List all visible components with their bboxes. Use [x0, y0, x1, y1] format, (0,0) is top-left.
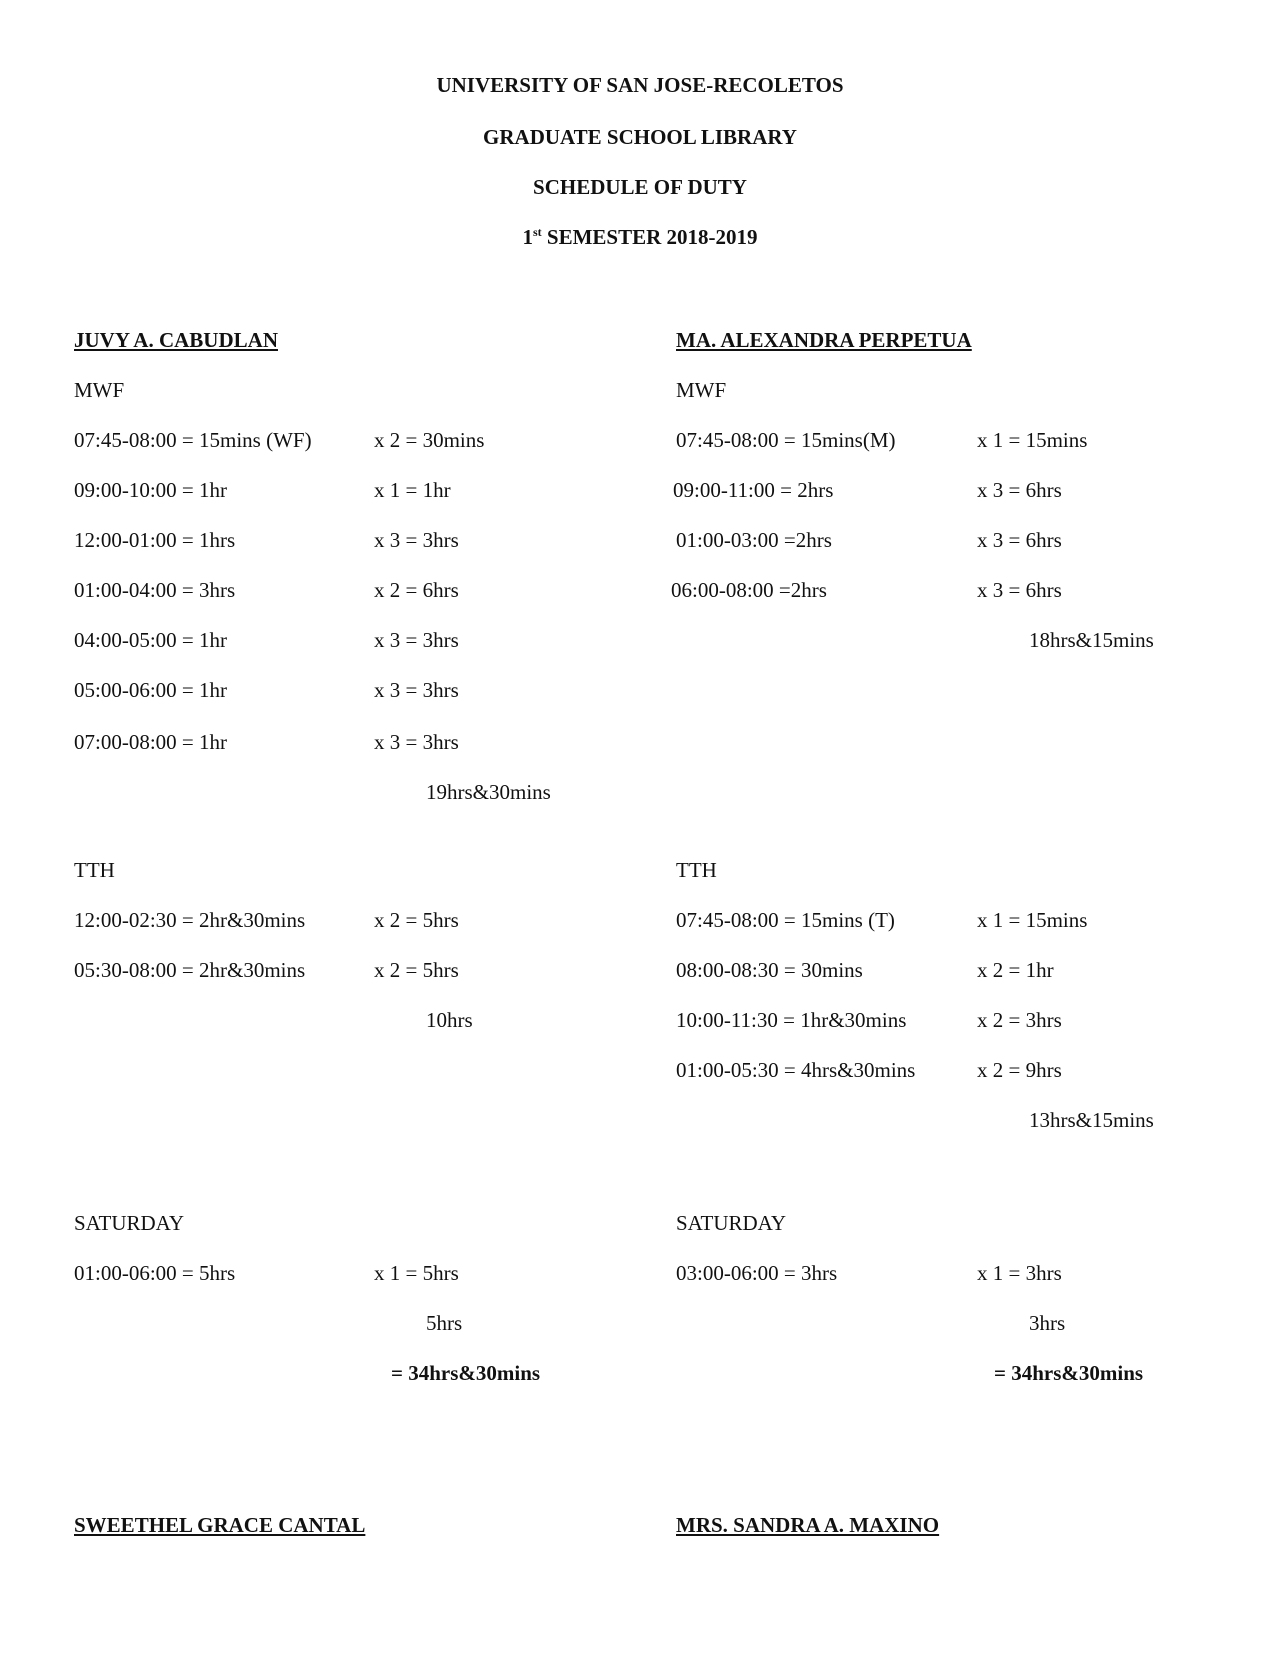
- staff-name-footer-right: MRS. SANDRA A. MAXINO: [676, 1513, 940, 1537]
- schedule-calc: x 3 = 3hrs: [374, 628, 459, 652]
- staff-name-footer-left: SWEETHEL GRACE CANTAL: [74, 1513, 366, 1537]
- schedule-calc: x 2 = 9hrs: [977, 1058, 1062, 1082]
- schedule-calc: x 3 = 3hrs: [374, 528, 459, 552]
- saturday-subtotal-right: 3hrs: [1029, 1311, 1066, 1335]
- semester-title: [0, 225, 1280, 250]
- mwf-subtotal-left: 19hrs&30mins: [426, 780, 551, 804]
- schedule-calc: x 2 = 6hrs: [374, 578, 459, 602]
- schedule-time: 10:00-11:30 = 1hr&30mins: [676, 1008, 907, 1032]
- saturday-label-left: SATURDAY: [74, 1211, 185, 1235]
- schedule-time: 01:00-03:00 =2hrs: [676, 528, 832, 552]
- schedule-calc: x 2 = 1hr: [977, 958, 1054, 982]
- schedule-calc: x 1 = 1hr: [374, 478, 451, 502]
- mwf-label-right: MWF: [676, 378, 727, 402]
- mwf-label-left: MWF: [74, 378, 125, 402]
- schedule-time: 03:00-06:00 = 3hrs: [676, 1261, 838, 1285]
- grand-total-right: = 34hrs&30mins: [994, 1361, 1144, 1385]
- schedule-title: SCHEDULE OF DUTY: [533, 175, 747, 199]
- schedule-calc: x 1 = 5hrs: [374, 1261, 459, 1285]
- schedule-time: 07:45-08:00 = 15mins(M): [676, 428, 896, 452]
- schedule-calc: x 3 = 6hrs: [977, 478, 1062, 502]
- saturday-label-right: SATURDAY: [676, 1211, 787, 1235]
- schedule-calc: x 3 = 3hrs: [374, 678, 459, 702]
- schedule-time: 05:30-08:00 = 2hr&30mins: [74, 958, 306, 982]
- saturday-subtotal-left: 5hrs: [426, 1311, 463, 1335]
- staff-name-left: JUVY A. CABUDLAN: [74, 328, 278, 352]
- library-title: GRADUATE SCHOOL LIBRARY: [483, 125, 797, 149]
- schedule-calc: x 3 = 3hrs: [374, 730, 459, 754]
- schedule-time: 07:00-08:00 = 1hr: [74, 730, 227, 754]
- schedule-time: 04:00-05:00 = 1hr: [74, 628, 227, 652]
- semester-label: SEMESTER 2018-2019: [541, 225, 758, 249]
- schedule-calc: x 1 = 15mins: [977, 428, 1088, 452]
- schedule-calc: x 2 = 30mins: [374, 428, 485, 452]
- schedule-time: 07:45-08:00 = 15mins (T): [676, 908, 895, 932]
- schedule-time: 09:00-11:00 = 2hrs: [673, 478, 834, 502]
- schedule-time: 12:00-01:00 = 1hrs: [74, 528, 236, 552]
- schedule-time: 05:00-06:00 = 1hr: [74, 678, 227, 702]
- tth-subtotal-right: 13hrs&15mins: [1029, 1108, 1154, 1132]
- schedule-calc: x 3 = 6hrs: [977, 528, 1062, 552]
- grand-total-left: = 34hrs&30mins: [391, 1361, 541, 1385]
- staff-name-right: MA. ALEXANDRA PERPETUA: [676, 328, 972, 352]
- schedule-calc: x 2 = 5hrs: [374, 908, 459, 932]
- tth-label-left: TTH: [74, 858, 115, 882]
- schedule-time: 12:00-02:30 = 2hr&30mins: [74, 908, 306, 932]
- schedule-time: 09:00-10:00 = 1hr: [74, 478, 227, 502]
- schedule-time: 08:00-08:30 = 30mins: [676, 958, 863, 982]
- semester-number: 1: [522, 225, 533, 249]
- schedule-time: 07:45-08:00 = 15mins (WF): [74, 428, 312, 452]
- schedule-calc: x 1 = 3hrs: [977, 1261, 1062, 1285]
- tth-subtotal-left: 10hrs: [426, 1008, 473, 1032]
- schedule-time: 01:00-05:30 = 4hrs&30mins: [676, 1058, 916, 1082]
- schedule-calc: x 1 = 15mins: [977, 908, 1088, 932]
- tth-label-right: TTH: [676, 858, 717, 882]
- schedule-calc: x 2 = 3hrs: [977, 1008, 1062, 1032]
- schedule-time: 06:00-08:00 =2hrs: [671, 578, 827, 602]
- semester-ordinal: st: [532, 225, 542, 239]
- university-title: UNIVERSITY OF SAN JOSE-RECOLETOS: [436, 73, 844, 97]
- schedule-time: 01:00-04:00 = 3hrs: [74, 578, 236, 602]
- schedule-time: 01:00-06:00 = 5hrs: [74, 1261, 236, 1285]
- schedule-calc: x 3 = 6hrs: [977, 578, 1062, 602]
- mwf-subtotal-right: 18hrs&15mins: [1029, 628, 1154, 652]
- schedule-calc: x 2 = 5hrs: [374, 958, 459, 982]
